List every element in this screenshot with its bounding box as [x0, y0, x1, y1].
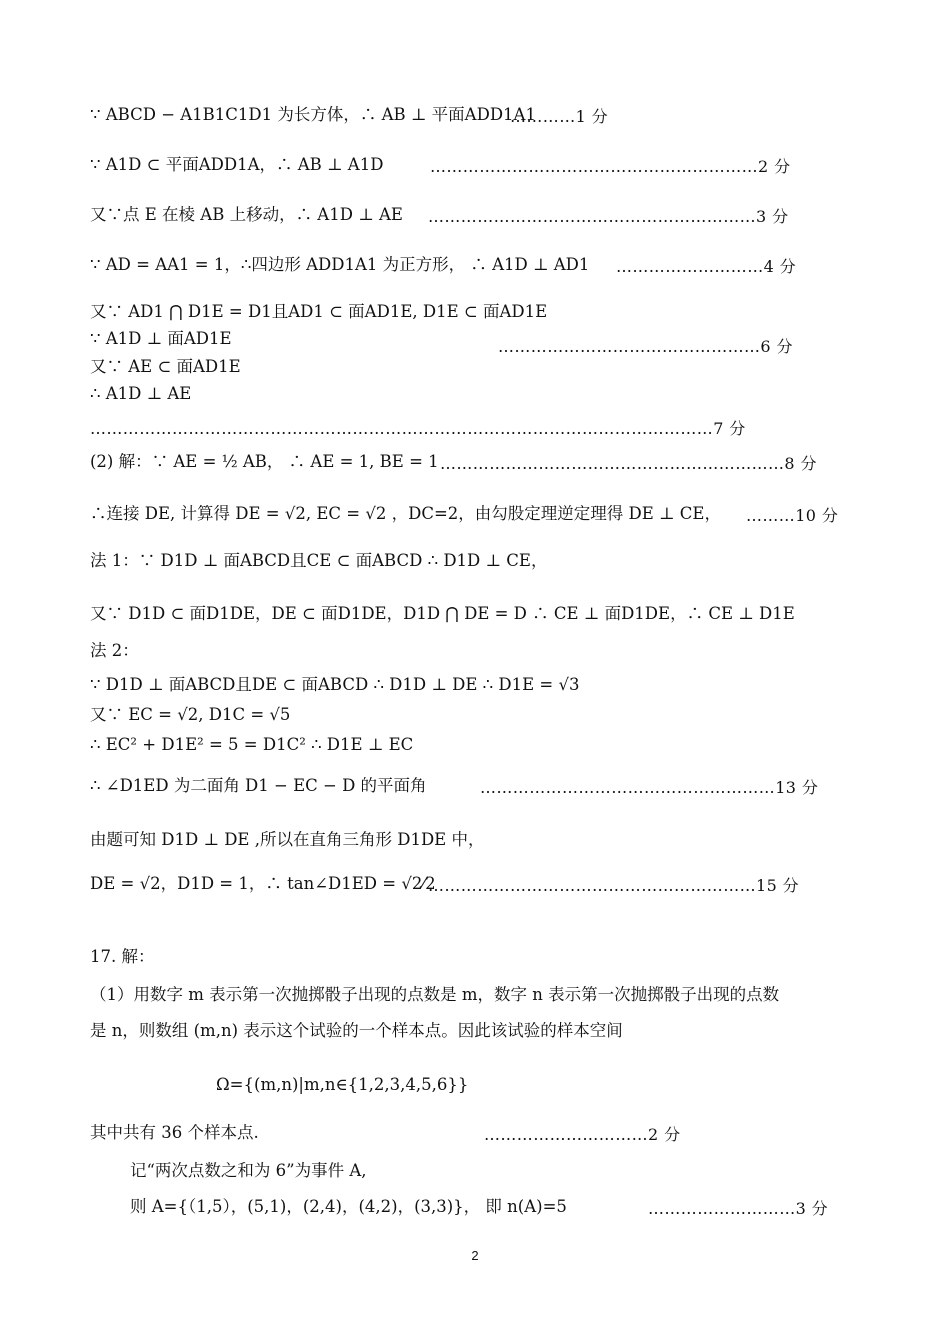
method-2-line-1: ∵ D1D ⊥ 面ABCD且DE ⊂ 面ABCD ∴ D1D ⊥ DE ∴ D1E = √3: [90, 675, 580, 694]
proof-line-20: DE = √2，D1D = 1，∴ tan∠D1ED = √2⁄2: [90, 874, 436, 893]
proof-line-6: ∵ A1D ⊥ 面AD1E: [90, 329, 232, 348]
problem-17-line-1: （1）用数字 m 表示第一次抛掷骰子出现的点数是 m，数字 n 表示第一次抛掷骰子出现的点数: [90, 985, 780, 1004]
method-2-heading: 法 2：: [90, 641, 139, 660]
proof-line-2: ∵ A1D ⊂ 平面ADD1A，∴ AB ⊥ A1D: [90, 155, 384, 174]
proof-line-1: ∵ ABCD − A1B1C1D1 为长方体，∴ AB ⊥ 平面ADD1A1: [90, 105, 536, 124]
proof-line-5: 又∵ AD1 ⋂ D1E = D1且AD1 ⊂ 面AD1E, D1E ⊂ 面AD1E: [90, 302, 548, 321]
score-3b: ………………………3 分: [648, 1199, 829, 1218]
proof-line-7: 又∵ AE ⊂ 面AD1E: [90, 357, 241, 376]
score-3: ……………………………………………………3 分: [428, 207, 789, 226]
event-definition: 记“两次点数之和为 6”为事件 A,: [130, 1161, 367, 1180]
problem-17-line-2: 是 n，则数组 (m,n) 表示这个试验的一个样本点。因此该试验的样本空间: [90, 1021, 623, 1040]
sample-space: Ω={(m,n)|m,n∈{1,2,3,4,5,6}}: [216, 1075, 469, 1094]
score-8: ………………………………………………………8 分: [440, 454, 817, 473]
proof-line-18: ∴ ∠D1ED 为二面角 D1 − EC − D 的平面角: [90, 776, 427, 795]
proof-line-8: ∴ A1D ⊥ AE: [90, 384, 192, 403]
score-2b: …………………………2 分: [484, 1125, 681, 1144]
score-7: ……………………………………………………………………………………………………7 分: [90, 419, 746, 438]
proof-line-11: ∴连接 DE, 计算得 DE = √2, EC = √2 ，DC=2，由勾股定理逆定理得 DE ⊥ CE，: [90, 504, 721, 523]
score-1: …………1 分: [510, 107, 609, 126]
score-10: ………10 分: [746, 506, 839, 525]
page-number: 2: [471, 1248, 479, 1263]
score-6: …………………………………………6 分: [498, 337, 793, 356]
problem-17-line-3: 其中共有 36 个样本点.: [90, 1123, 259, 1142]
event-outcomes: 则 A={（1,5），(5,1)，(2,4)，(4,2)，(3,3)}， 即 n(A)=5: [130, 1197, 567, 1216]
problem-17-heading: 17. 解：: [90, 947, 155, 966]
part2-line: (2) 解：∵ AE = ½ AB， ∴ AE = 1, BE = 1: [90, 452, 439, 471]
method-1-line-2: 又∵ D1D ⊂ 面D1DE，DE ⊂ 面D1DE，D1D ⋂ DE = D ∴ CE ⊥ 面D1DE，∴ CE ⊥ D1E: [90, 604, 795, 623]
proof-line-3: 又∵点 E 在棱 AB 上移动，∴ A1D ⊥ AE: [90, 205, 403, 224]
score-15: ……………………………………………………15 分: [428, 876, 800, 895]
score-13: ………………………………………………13 分: [480, 778, 819, 797]
method-1-line-1: 法 1：∵ D1D ⊥ 面ABCD且CE ⊂ 面ABCD ∴ D1D ⊥ CE，: [90, 551, 548, 570]
method-2-line-3: ∴ EC² + D1E² = 5 = D1C² ∴ D1E ⊥ EC: [90, 735, 414, 754]
proof-line-19: 由题可知 D1D ⊥ DE ,所以在直角三角形 D1DE 中，: [90, 830, 485, 849]
score-4: ………………………4 分: [616, 257, 797, 276]
method-2-line-2: 又∵ EC = √2, D1C = √5: [90, 705, 291, 724]
score-2: ……………………………………………………2 分: [430, 157, 791, 176]
proof-line-4: ∵ AD = AA1 = 1，∴四边形 ADD1A1 为正方形， ∴ A1D ⊥ AD1: [90, 255, 590, 274]
